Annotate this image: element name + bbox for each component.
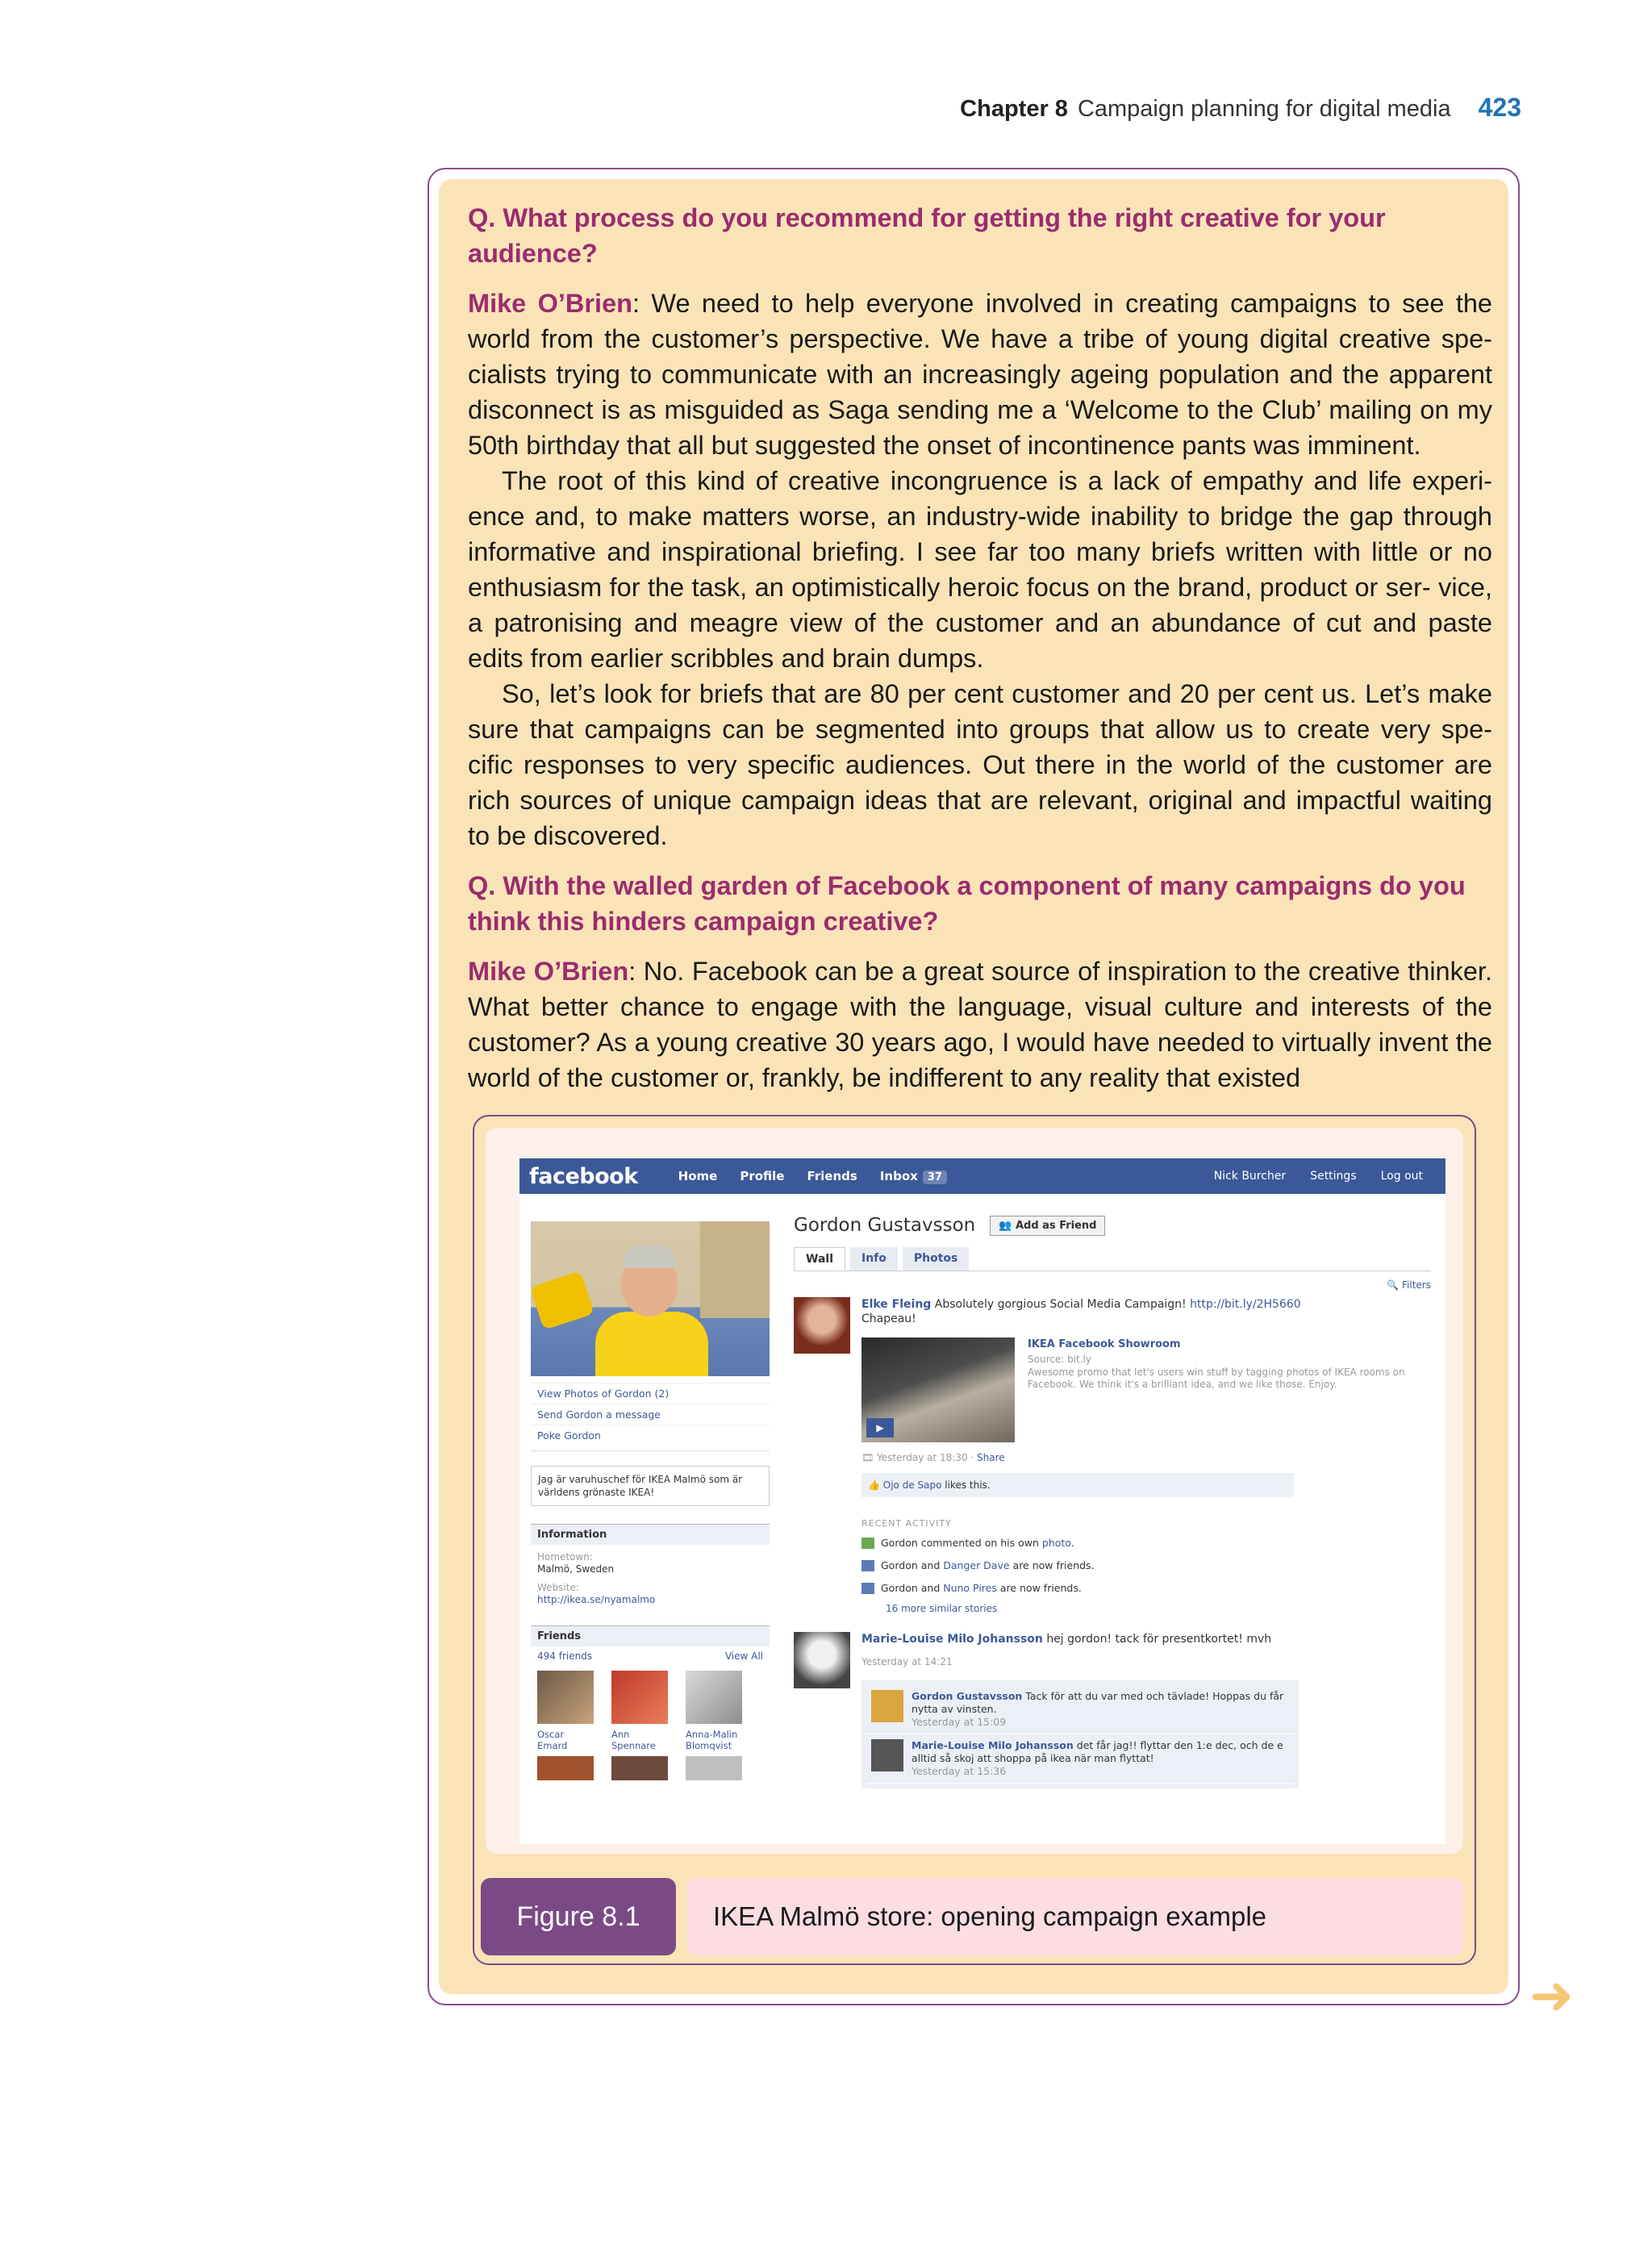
video-icon: 🎞 [861,1452,878,1463]
friend-tile[interactable] [686,1671,742,1751]
wall-post [794,1632,1431,1788]
profile-name: Gordon Gustavsson [794,1215,976,1236]
friend-tile[interactable] [537,1671,594,1751]
running-header [960,93,1521,123]
comment-time: Yesterday at 15:09 [912,1716,1007,1728]
profile-tabs [794,1247,1431,1271]
friend-last-name: Spennare [611,1740,656,1751]
friend-photo [686,1756,742,1780]
friend-first-name: Oscar [537,1729,565,1740]
friend-photo [611,1756,668,1780]
information-heading: Information [531,1524,770,1545]
facebook-nav [678,1169,947,1184]
friend-first-name: Ann [611,1729,630,1740]
activity-text: are now friends. [1009,1559,1095,1571]
comment-icon [861,1538,874,1549]
post-message: Absolutely gorgious Social Media Campaign! [931,1298,1191,1311]
inbox-count-badge: 37 [923,1170,947,1184]
post-likes [861,1473,1294,1497]
list-item [861,1580,1431,1596]
post-author[interactable]: Elke Fleing [861,1298,932,1311]
nav-inbox[interactable] [880,1169,947,1184]
nav-inbox-label: Inbox [879,1168,918,1183]
post-text [861,1632,1431,1646]
likes-text: likes this. [941,1479,991,1491]
friends-icon [861,1583,874,1594]
hometown-value: Malmö, Sweden [537,1563,615,1575]
nav-home[interactable]: Home [678,1168,718,1183]
figure-label: Figure 8.1 [481,1878,676,1955]
friend-photo [686,1671,742,1724]
add-friend-button[interactable] [990,1216,1105,1236]
activity-link[interactable]: photo [1041,1537,1071,1549]
nav-profile[interactable]: Profile [740,1168,785,1183]
account-name-link[interactable]: Nick Burcher [1213,1170,1287,1183]
figure-image-area [486,1128,1463,1854]
friend-tile[interactable] [611,1756,668,1785]
friends-heading: Friends [531,1625,770,1646]
question-1: Q. What process do you recommend for getting the right creative for your audience? [468,203,1386,268]
friends-icon [861,1560,874,1571]
profile-actions [531,1383,770,1451]
post-text [861,1297,1431,1312]
friends-count-link[interactable]: 494 friends [537,1650,593,1662]
facebook-main-column [794,1215,1431,1788]
add-friend-icon: 👥 [999,1219,1016,1232]
nav-friends[interactable]: Friends [807,1168,857,1183]
answer-1-paragraph-1 [468,286,1492,463]
avatar[interactable] [794,1297,850,1354]
interview-text [468,200,1492,1110]
share-link[interactable]: Share [977,1452,1005,1463]
page-number: 423 [1478,93,1521,122]
post-message-2: Chapeau! [861,1312,916,1325]
facebook-logo: facebook [529,1163,638,1189]
more-stories-link[interactable]: 16 more similar stories [886,1603,998,1614]
activity-text: Gordon and [881,1559,944,1571]
post-timestamp: Yesterday at 18:30 · [877,1452,978,1463]
answer-1-paragraph-3: So, let’s look for briefs that are 80 per cent customer and 20 per cent us. Let’s make sure that campaigns can be segmented into groups that allow us to create very spe- cific responses to very specific audiences. Out there in the world of the customer are rich sources of unique campaign ideas that are relevant, original and impactful waiting to be discovered. [468,679,1492,850]
facebook-account-links [1214,1170,1423,1183]
comment-author[interactable]: Marie-Louise Milo Johansson [912,1739,1074,1751]
website-label: Website: [537,1582,579,1593]
search-icon: 🔍 [1387,1279,1403,1291]
answer-2-text-1: : No. Facebook can be a great source of inspiration to the creative thinker. What better chance to engage with the language, visual culture and interests of the customer? As a young creative 30 years ago, I would have needed to virtually invent the world of the customer or, frankly, be indifferent to any reality that existed [468,957,1492,1092]
facebook-top-bar [519,1158,1446,1194]
answer-1 [468,286,1492,853]
facebook-left-column [531,1221,770,1785]
friends-subheader [531,1646,770,1666]
friend-last-name: Blomqvist [686,1740,732,1751]
friend-photo [537,1756,594,1780]
play-icon[interactable]: ▶ [866,1418,894,1438]
view-all-link[interactable]: View All [724,1650,763,1662]
friend-last-name: Emard [537,1740,568,1751]
list-item [861,1535,1431,1551]
like-icon: 👍 [868,1479,883,1491]
friend-photo [611,1671,668,1724]
tab-info[interactable]: Info [850,1247,898,1271]
send-message-link[interactable]: Send Gordon a message [531,1404,770,1425]
profile-bio: Jag är varuhuschef för IKEA Malmö som är världens grönaste IKEA! [531,1466,770,1506]
tab-photos[interactable]: Photos [903,1247,970,1271]
activity-text: are now friends. [996,1582,1082,1594]
wall-post [794,1297,1431,1497]
figure-caption: IKEA Malmö store: opening campaign example [687,1878,1463,1955]
tab-wall[interactable]: Wall [794,1247,845,1271]
shared-link-preview [861,1337,1431,1442]
poke-link[interactable]: Poke Gordon [531,1425,770,1446]
profile-photo[interactable] [531,1221,770,1376]
activity-link[interactable]: Nuno Pires [943,1582,997,1594]
wall-post-body [861,1297,1431,1497]
friend-tile[interactable] [686,1756,742,1785]
comment-time: Yesterday at 15:36 [912,1765,1007,1777]
liker-name[interactable]: Ojo de Sapo [882,1479,942,1491]
friend-photo [537,1671,594,1724]
profile-header [794,1215,1431,1236]
recent-activity-list [861,1535,1431,1596]
continue-arrow-icon: ➜ [1529,1965,1575,2025]
activity-text: Gordon and [881,1582,944,1594]
facebook-screenshot [519,1158,1446,1844]
avatar[interactable] [871,1739,903,1771]
video-thumbnail[interactable] [861,1337,1015,1442]
answer-1-paragraph-2: The root of this kind of creative incongruence is a lack of empathy and life experi- ence and, to make matters worse, an industry-wide inability to bridge the gap through informative and inspirational briefing. I see far too many briefs written with little or no enthusiasm for the task, an optimistically heroic focus on the brand, product or ser- vice, a patronising and meagre view of the customer and an abundance of cut and paste edits from earlier scribbles and brain dumps. [468,466,1492,673]
chapter-title: Campaign planning for digital media [1077,96,1451,122]
post-author[interactable]: Marie-Louise Milo Johansson [861,1633,1043,1646]
question-2: Q. With the walled garden of Facebook a component of many campaigns do you think this hinders campaign creative? [468,871,1466,936]
answer-2-paragraph-1 [468,953,1492,1095]
comment [866,1685,1294,1734]
recent-activity-heading: RECENT ACTIVITY [861,1518,952,1529]
comment-text: Tack för att du var med och tävlade! Hoppas du får nytta av vinsten. [912,1690,1284,1715]
shared-link-source: Source: bit.ly [1028,1354,1091,1365]
activity-text: . [1070,1537,1074,1549]
friend-first-name: Anna-Malin [686,1729,738,1740]
comment-text: det får jag!! flyttar den 1:e dec, och de e alltid så skoj att shoppa på ikea när man flyttat! [912,1739,1283,1764]
post-timestamp: Yesterday at 14:21 [861,1656,953,1667]
friend-tile[interactable] [611,1671,668,1751]
avatar[interactable] [794,1632,850,1688]
add-friend-label: Add as Friend [1015,1219,1097,1232]
answer-2 [468,953,1492,1095]
view-photos-link[interactable]: View Photos of Gordon (2) [531,1383,770,1404]
activity-text: Gordon commented on his own [881,1537,1042,1549]
friends-grid [531,1666,770,1756]
hometown-label: Hometown: [537,1551,593,1563]
chapter-label: Chapter 8 [960,96,1068,122]
comment-author[interactable]: Gordon Gustavsson [912,1690,1023,1702]
figure-panel [473,1115,1476,1965]
speaker-name: Mike O’Brien [468,957,629,986]
activity-link[interactable]: Danger Dave [943,1559,1010,1571]
speaker-name: Mike O’Brien [468,289,632,318]
filters-link[interactable] [794,1279,1431,1291]
information-box [531,1545,770,1613]
avatar[interactable] [871,1690,903,1722]
wall-post-body [861,1632,1431,1788]
comment [866,1734,1294,1784]
website-link[interactable]: http://ikea.se/nyamalmo [537,1594,656,1605]
filters-label: Filters [1402,1279,1431,1291]
post-link[interactable]: http://bit.ly/2H5660 [1190,1298,1301,1311]
answer-1-text-1: : We need to help everyone involved in creating campaigns to see the world from the customer’s perspective. We have a tribe of young digital creative spe- cialists trying to communicate with an increasingly ageing population and the apparent disconnect is as misguided as Saga sending me a ‘Welcome to the Club’ mailing on my 50th birthday that all but suggested the onset of incontinence pants was imminent. [468,289,1492,460]
friends-grid-row-2 [531,1756,770,1785]
comment-list [861,1680,1299,1788]
post-message: hej gordon! tack för presentkortet! mvh [1042,1633,1272,1646]
friend-tile[interactable] [537,1756,594,1785]
shared-link-description: Awesome promo that let's users win stuff by tagging photos of IKEA rooms on Facebook. We think it's a brilliant idea, and we like those. Enjoy. [1028,1367,1405,1390]
settings-link[interactable]: Settings [1310,1170,1357,1183]
post-meta [861,1450,1431,1465]
logout-link[interactable]: Log out [1380,1170,1423,1183]
figure-caption-row [481,1878,1470,1955]
shared-link-text [1028,1337,1431,1442]
list-item [861,1558,1431,1574]
shared-link-title[interactable]: IKEA Facebook Showroom [1028,1338,1181,1350]
